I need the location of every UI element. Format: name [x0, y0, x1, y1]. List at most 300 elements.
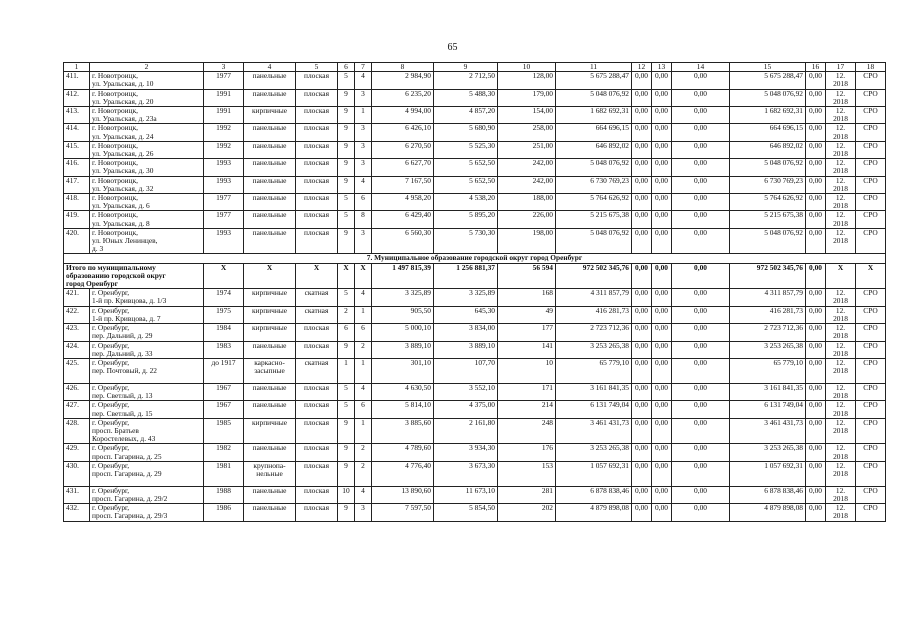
total-area — [372, 341, 434, 358]
row-number-text: 415. — [66, 141, 79, 150]
roof-type-text: плоская — [304, 176, 329, 185]
completion-term-text: 12. — [835, 71, 846, 81]
floors-text: 10 — [342, 486, 350, 495]
total-cost-text: 416 281,73 — [595, 306, 629, 315]
address-text: г. Оренбург, — [92, 341, 130, 350]
col-13 — [652, 504, 672, 521]
table-row — [64, 107, 886, 124]
col-16-text: 0,00 — [809, 486, 822, 495]
entrances — [355, 228, 372, 254]
col-16-text: 0,00 — [809, 358, 822, 367]
address — [90, 176, 204, 193]
col-12-text: 0,00 — [635, 71, 648, 81]
total-cost — [556, 289, 632, 306]
col-12 — [632, 383, 652, 400]
address — [90, 341, 204, 358]
wall-material — [244, 383, 296, 400]
col-15 — [730, 194, 806, 211]
year-built — [204, 461, 244, 486]
total-col-15-text: 972 502 345,76 — [756, 263, 803, 272]
col-13-text: 0,00 — [655, 400, 668, 410]
completion-term — [826, 383, 856, 400]
col-12 — [632, 418, 652, 444]
row-number-text: 413. — [66, 106, 79, 116]
address-text: г. Новотроицк, — [92, 71, 139, 81]
col-14-text: 0,00 — [694, 461, 707, 470]
living-area — [434, 211, 498, 228]
completion-term-text: 12. — [835, 443, 846, 453]
completion-term-text: 12. — [835, 89, 846, 98]
roof-type — [296, 504, 338, 521]
living-area-text: 4 375,00 — [469, 400, 495, 410]
col-15 — [730, 107, 806, 124]
roof-type-text: плоская — [304, 228, 329, 237]
column-number-1: 1 — [64, 63, 90, 72]
floors-text: 9 — [344, 141, 348, 150]
row-number — [64, 89, 90, 106]
col-14 — [672, 383, 730, 400]
col-12-text: 0,00 — [635, 89, 648, 98]
completion-term-text: 2018 — [833, 96, 848, 106]
col-14-text: 0,00 — [694, 123, 707, 133]
address — [90, 418, 204, 444]
funding-method-text: СРО — [863, 461, 878, 470]
address-text: г. Оренбург, — [92, 461, 130, 470]
residents — [498, 89, 556, 106]
col-14 — [672, 141, 730, 158]
wall-material-text: кирпичные — [251, 288, 288, 298]
year-built — [204, 141, 244, 158]
table-row — [64, 211, 886, 228]
row-number-text: 411. — [66, 71, 79, 81]
floors — [338, 211, 355, 228]
col-12-text: 0,00 — [635, 323, 648, 333]
col-16 — [806, 124, 826, 141]
col-12-text: 0,00 — [635, 383, 648, 392]
total-area-text: 3 889,10 — [405, 341, 431, 350]
col-15 — [730, 72, 806, 89]
col-14-text: 0,00 — [694, 210, 707, 220]
total-residents — [498, 263, 556, 289]
wall-material — [244, 211, 296, 228]
col-12 — [632, 461, 652, 486]
wall-material — [244, 486, 296, 503]
col-14 — [672, 194, 730, 211]
total-area — [372, 211, 434, 228]
completion-term — [826, 461, 856, 486]
wall-material — [244, 289, 296, 306]
entrances-text: 8 — [361, 210, 365, 220]
entrances-text: 2 — [361, 443, 365, 453]
wall-material-text: панельные — [252, 503, 287, 513]
wall-material-text: панельные — [252, 341, 287, 350]
residents — [498, 341, 556, 358]
wall-material-text: панельные — [252, 486, 287, 495]
col-16 — [806, 401, 826, 418]
entrances — [355, 486, 372, 503]
floors — [338, 228, 355, 254]
total-cost — [556, 486, 632, 503]
roof-type-text: плоская — [304, 89, 329, 98]
year-built-text: 1967 — [216, 400, 231, 410]
col-12 — [632, 486, 652, 503]
address-text: ул. Уральская, д. 20 — [92, 96, 154, 106]
col-16-text: 0,00 — [809, 71, 822, 81]
funding-method-text: СРО — [863, 341, 878, 350]
col-14 — [672, 486, 730, 503]
col-12 — [632, 401, 652, 418]
address-text: г. Новотроицк, — [92, 141, 139, 150]
address-text: просп. Братьев — [92, 425, 139, 435]
year-built — [204, 124, 244, 141]
year-built-text: 1967 — [216, 383, 231, 392]
row-number-text: 417. — [66, 176, 79, 185]
address-text: 1-й пр. Кривцова, д. 1/3 — [92, 296, 167, 306]
row-number-text: 419. — [66, 210, 79, 220]
total-area — [372, 194, 434, 211]
wall-material — [244, 341, 296, 358]
floors-text: 5 — [344, 193, 348, 203]
entrances-text: 6 — [361, 193, 365, 203]
col-14 — [672, 107, 730, 124]
total-cost-text: 5 764 626,92 — [590, 193, 629, 203]
address-text: г. Оренбург, — [92, 306, 130, 315]
year-built-text: 1992 — [216, 123, 231, 133]
residents-text: 171 — [541, 383, 553, 392]
total-area-text: 905,50 — [410, 306, 431, 315]
living-area-text: 2 161,80 — [469, 418, 495, 427]
table-row — [64, 72, 886, 89]
funding-method-text: СРО — [863, 193, 878, 203]
total-col-5-text: X — [313, 263, 320, 272]
roof-type-text: плоская — [304, 106, 329, 116]
total-area-text: 301,10 — [410, 358, 431, 367]
column-number-7: 7 — [355, 63, 372, 72]
total-area-text: 6 426,10 — [405, 123, 431, 133]
year-built-text: 1975 — [216, 306, 231, 315]
address-text: ул. Уральская, д. 8 — [92, 218, 150, 228]
col-12 — [632, 141, 652, 158]
col-15 — [730, 504, 806, 521]
entrances — [355, 159, 372, 176]
col-14-text: 0,00 — [694, 383, 707, 392]
total-col-18 — [856, 263, 886, 289]
col-14 — [672, 324, 730, 341]
address-text: ул. Уральская, д. 24 — [92, 131, 154, 141]
floors-text: 9 — [344, 158, 348, 168]
funding-method — [856, 401, 886, 418]
year-built-text: 1993 — [216, 228, 231, 237]
funding-method-text: СРО — [863, 383, 878, 392]
year-built-text: 1977 — [216, 193, 231, 203]
year-built-text: 1985 — [216, 418, 231, 427]
completion-term-text: 12. — [835, 193, 846, 203]
total-living-area — [434, 263, 498, 289]
col-14 — [672, 306, 730, 323]
address — [90, 358, 204, 383]
address-text: г. Оренбург, — [92, 486, 130, 495]
wall-material-text: панельные — [252, 400, 287, 410]
total-area-text: 5 000,10 — [405, 323, 431, 333]
col-15-text: 5 048 076,92 — [764, 89, 803, 98]
total-area-text: 4 630,50 — [405, 383, 431, 392]
completion-term-text: 2018 — [833, 201, 848, 211]
row-number-text: 430. — [66, 461, 79, 470]
residents — [498, 124, 556, 141]
wall-material-text: панельные — [252, 193, 287, 203]
col-15-text: 3 253 265,38 — [764, 341, 803, 350]
floors — [338, 358, 355, 383]
row-number-text: 431. — [66, 486, 79, 495]
wall-material-text: панельные — [252, 158, 287, 168]
living-area-text: 5 525,30 — [469, 141, 495, 150]
roof-type — [296, 211, 338, 228]
col-16 — [806, 194, 826, 211]
total-col-3-text: X — [220, 263, 227, 272]
col-14 — [672, 72, 730, 89]
col-16-text: 0,00 — [809, 400, 822, 410]
col-16-text: 0,00 — [809, 418, 822, 427]
col-14 — [672, 176, 730, 193]
roof-type — [296, 72, 338, 89]
residents — [498, 418, 556, 444]
col-12-text: 0,00 — [635, 461, 648, 470]
floors — [338, 486, 355, 503]
row-number — [64, 194, 90, 211]
completion-term-text: 2018 — [833, 366, 848, 376]
living-area-text: 4 538,20 — [469, 193, 495, 203]
col-16-text: 0,00 — [809, 443, 822, 453]
col-16-text: 0,00 — [809, 503, 822, 513]
total-col-6 — [338, 263, 355, 289]
floors-text: 9 — [344, 228, 348, 237]
living-area-text: 5 680,90 — [469, 123, 495, 133]
address-text: пер. Светлый, д. 13 — [92, 391, 153, 401]
total-cost-text: 664 696,15 — [595, 123, 629, 133]
floors — [338, 324, 355, 341]
col-12-text: 0,00 — [635, 443, 648, 453]
living-area-text: 5 895,20 — [469, 210, 495, 220]
col-12-text: 0,00 — [635, 176, 648, 185]
wall-material-text: панельные — [252, 141, 287, 150]
living-area-text: 3 834,00 — [469, 323, 495, 333]
floors-text: 5 — [344, 288, 348, 298]
col-12 — [632, 72, 652, 89]
entrances — [355, 289, 372, 306]
living-area — [434, 72, 498, 89]
address-text: г. Новотроицк, — [92, 210, 139, 220]
col-16-text: 0,00 — [809, 89, 822, 98]
table-row — [64, 289, 886, 306]
col-16-text: 0,00 — [809, 341, 822, 350]
address-text: ул. Уральская, д. 23а — [92, 114, 157, 124]
living-area — [434, 176, 498, 193]
total-area — [372, 263, 434, 289]
col-14-text: 0,00 — [694, 176, 707, 185]
completion-term — [826, 418, 856, 444]
col-13 — [652, 159, 672, 176]
address-text: ул. Уральская, д. 32 — [92, 183, 154, 193]
address-text: г. Новотроицк, — [92, 176, 139, 185]
col-16 — [806, 89, 826, 106]
year-built-text: 1977 — [216, 71, 231, 81]
col-12-text: 0,00 — [635, 158, 648, 168]
completion-term-text: 12. — [835, 400, 846, 410]
floors-text: 9 — [344, 418, 348, 427]
completion-term-text: 2018 — [833, 313, 848, 323]
entrances — [355, 211, 372, 228]
column-number-16: 16 — [806, 63, 826, 72]
col-12-text: 0,00 — [635, 288, 648, 298]
total-area — [372, 107, 434, 124]
address-text: ул. Уральская, д. 10 — [92, 79, 154, 89]
address-text: ул. Юных Ленинцев, — [92, 236, 158, 246]
col-15-text: 646 892,02 — [769, 141, 803, 150]
address-text: г. Оренбург, — [92, 400, 130, 410]
col-14 — [672, 461, 730, 486]
col-13 — [652, 358, 672, 383]
funding-method — [856, 159, 886, 176]
funding-method — [856, 418, 886, 444]
col-13 — [652, 461, 672, 486]
funding-method-text: СРО — [863, 400, 878, 410]
total-area — [372, 124, 434, 141]
residents-text: 179,00 — [532, 89, 553, 98]
entrances — [355, 461, 372, 486]
col-12-text: 0,00 — [635, 123, 648, 133]
completion-term — [826, 504, 856, 521]
total-area — [372, 324, 434, 341]
total-cost — [556, 228, 632, 254]
address — [90, 306, 204, 323]
col-13-text: 0,00 — [655, 418, 668, 427]
total-area — [372, 89, 434, 106]
address-text: пер. Почтовый, д. 22 — [92, 366, 157, 376]
wall-material-text: панельные — [252, 228, 287, 237]
living-area-text: 5 854,50 — [469, 503, 495, 513]
col-16-text: 0,00 — [809, 461, 822, 470]
col-15 — [730, 486, 806, 503]
wall-material — [244, 444, 296, 461]
year-built — [204, 324, 244, 341]
completion-term — [826, 306, 856, 323]
col-16 — [806, 306, 826, 323]
col-15 — [730, 358, 806, 383]
entrances — [355, 194, 372, 211]
col-13-text: 0,00 — [655, 503, 668, 513]
col-13 — [652, 89, 672, 106]
wall-material — [244, 228, 296, 254]
table-row — [64, 89, 886, 106]
col-16 — [806, 504, 826, 521]
living-area — [434, 461, 498, 486]
column-number-10: 10 — [498, 63, 556, 72]
floors — [338, 89, 355, 106]
col-16-text: 0,00 — [809, 288, 822, 298]
col-12-text: 0,00 — [635, 358, 648, 367]
funding-method — [856, 383, 886, 400]
row-number — [64, 358, 90, 383]
column-number-2: 2 — [90, 63, 204, 72]
year-built — [204, 89, 244, 106]
total-cost — [556, 401, 632, 418]
roof-type — [296, 486, 338, 503]
living-area-text: 107,70 — [474, 358, 495, 367]
funding-method-text: СРО — [863, 71, 878, 81]
row-number-text: 414. — [66, 123, 79, 133]
total-col-6-text: X — [343, 263, 349, 272]
floors — [338, 72, 355, 89]
col-15 — [730, 176, 806, 193]
col-12-text: 0,00 — [635, 210, 648, 220]
total-area-text: 4 958,20 — [405, 193, 431, 203]
row-number — [64, 461, 90, 486]
row-number-text: 429. — [66, 443, 79, 453]
row-number — [64, 418, 90, 444]
entrances-text: 4 — [361, 383, 365, 392]
total-col-7-text: X — [360, 263, 366, 272]
total-col-14 — [672, 263, 730, 289]
col-16-text: 0,00 — [809, 228, 822, 237]
col-16 — [806, 486, 826, 503]
row-number — [64, 444, 90, 461]
table-row — [64, 324, 886, 341]
address — [90, 211, 204, 228]
funding-method-text: СРО — [863, 358, 878, 367]
col-15 — [730, 141, 806, 158]
floors-text: 9 — [344, 89, 348, 98]
address — [90, 194, 204, 211]
completion-term-text: 2018 — [833, 79, 848, 89]
col-15-text: 1 682 692,31 — [764, 106, 803, 116]
roof-type — [296, 461, 338, 486]
col-16 — [806, 211, 826, 228]
address-text: г. Новотроицк, — [92, 123, 139, 133]
living-area — [434, 141, 498, 158]
column-number-row — [64, 63, 886, 72]
living-area-text: 5 488,30 — [469, 89, 495, 98]
total-label-text: образованию городской округ — [66, 270, 166, 280]
funding-method-text: СРО — [863, 123, 878, 133]
total-cost — [556, 383, 632, 400]
completion-term-text: 2018 — [833, 348, 848, 358]
total-cost — [556, 306, 632, 323]
table-row — [64, 176, 886, 193]
year-built-text: 1982 — [216, 443, 231, 453]
col-16 — [806, 176, 826, 193]
total-col-4 — [244, 263, 296, 289]
address — [90, 461, 204, 486]
total-cost — [556, 107, 632, 124]
year-built-text: 1981 — [216, 461, 231, 470]
wall-material-text: кирпичные — [251, 323, 288, 333]
address-text: г. Новотроицк, — [92, 228, 139, 237]
row-number-text: 427. — [66, 400, 79, 410]
entrances — [355, 341, 372, 358]
entrances — [355, 176, 372, 193]
year-built — [204, 194, 244, 211]
col-12 — [632, 176, 652, 193]
completion-term — [826, 324, 856, 341]
table-row — [64, 383, 886, 400]
address-text: просп. Гагарина, д. 29/2 — [92, 493, 168, 503]
completion-term — [826, 176, 856, 193]
year-built — [204, 211, 244, 228]
row-number — [64, 141, 90, 158]
completion-term-text: 2018 — [833, 183, 848, 193]
year-built — [204, 341, 244, 358]
floors-text: 5 — [344, 71, 348, 81]
